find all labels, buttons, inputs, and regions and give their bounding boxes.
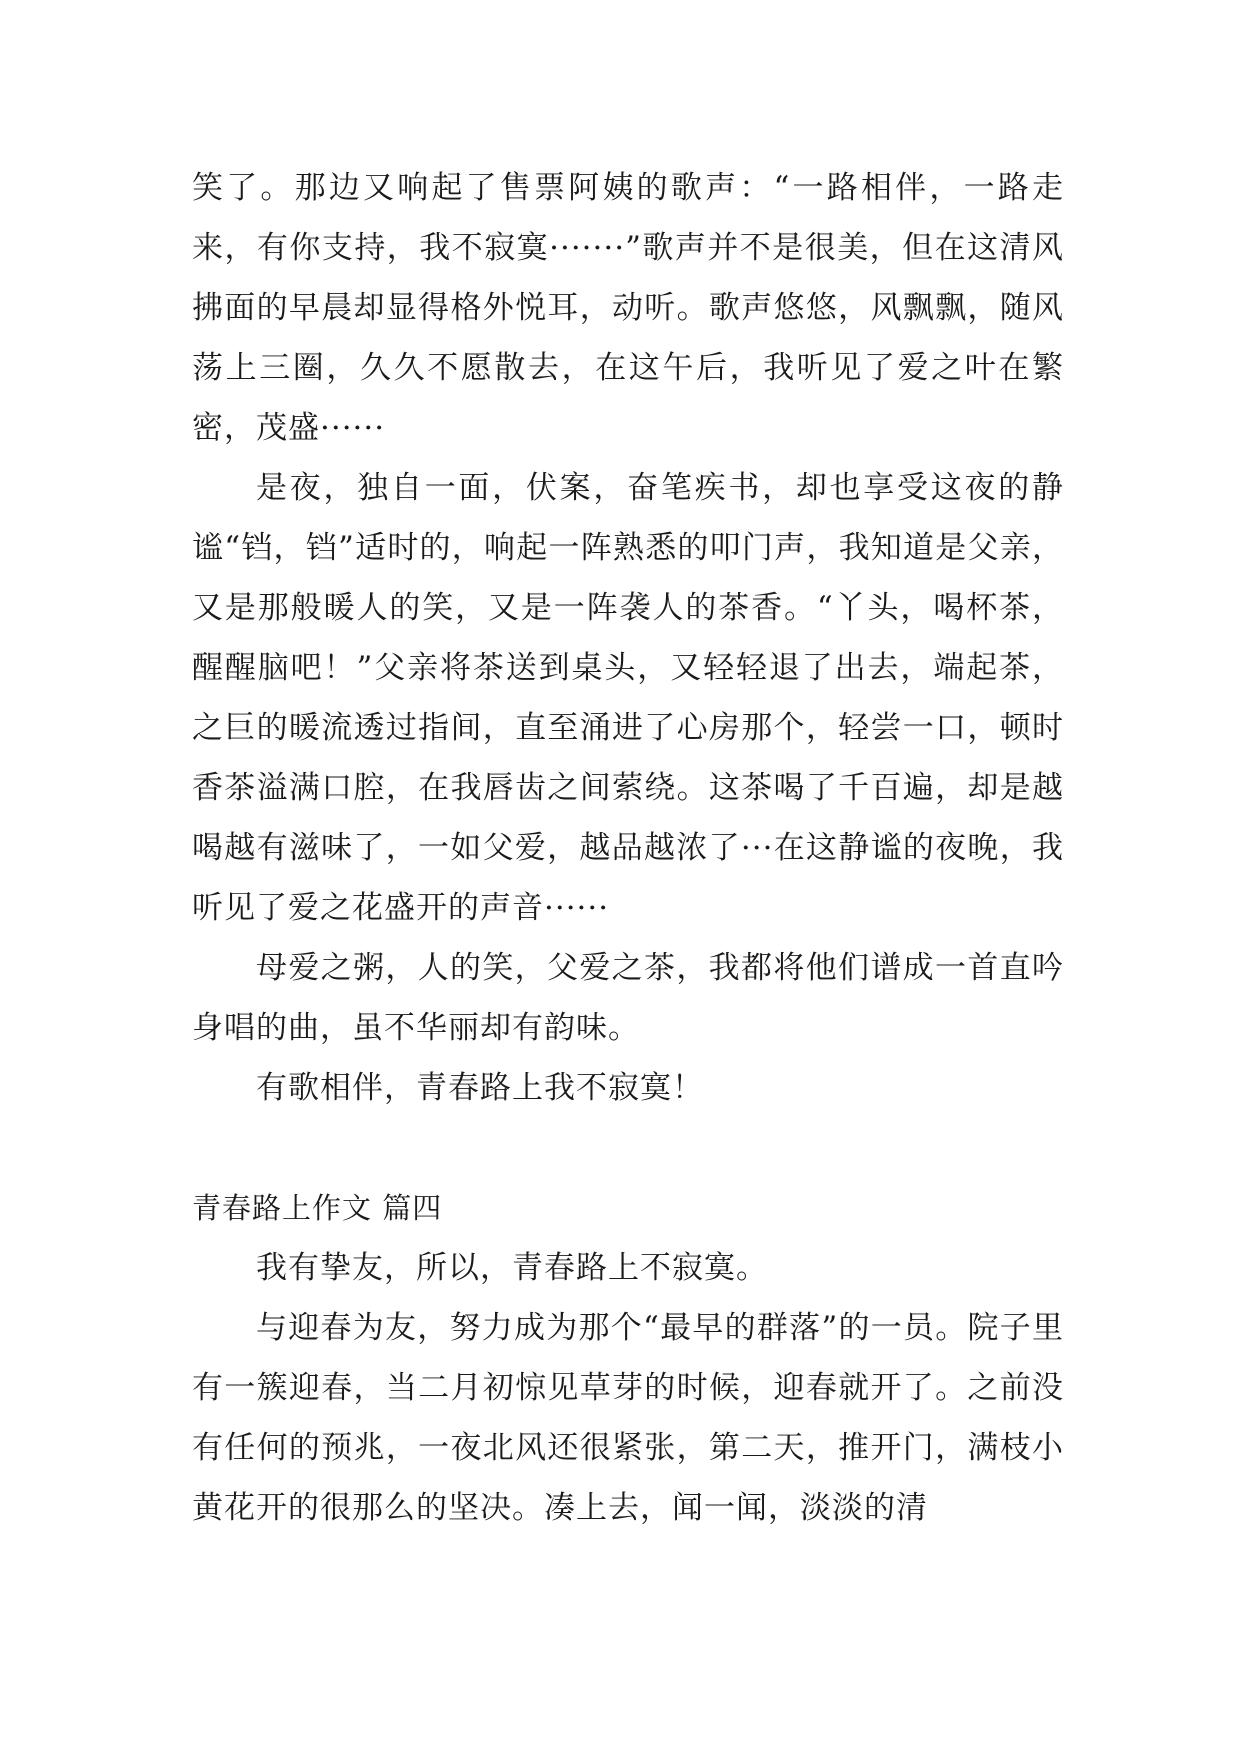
paragraph-yingchun: 与迎春为友，努力成为那个“最早的群落”的一员。院子里有一簇迎春，当二月初惊见草芽的时候，迎春就开了。之前没有任何的预兆，一夜北风还很紧张，第二天，推开门，满枝小黄花开的很那么的坚决。凑上去，闻一闻，淡淡的清	[192, 1310, 1064, 1526]
paragraph-intro: 我有挚友，所以，青春路上不寂寞。	[256, 1250, 768, 1286]
paragraph-father-tea: 是夜，独自一面，伏案，奋笔疾书，却也享受这夜的静谧“铛，铛”适时的，响起一阵熟悉的叩门声，我知道是父亲，又是那般暖人的笑，又是一阵袭人的茶香。“丫头，喝杯茶，醒醒脑吧！”父亲将茶送到桌头，又轻轻退了出去，端起茶，之巨的暖流透过指间，直至涌进了心房那个，轻尝一口，顿时香茶溢满口腔，在我唇齿之间萦绕。这茶喝了千百遍，却是越喝越有滋味了，一如父爱，越品越浓了···在这静谧的夜晚，我听见了爱之花盛开的声音······	[192, 470, 1064, 926]
paragraph-summary: 母爱之粥，人的笑，父爱之茶，我都将他们谱成一首直吟身唱的曲，虽不华丽却有韵味。	[192, 950, 1064, 1046]
paragraph-continued: 笑了。那边又响起了售票阿姨的歌声：“一路相伴，一路走来，有你支持，我不寂寞·······”歌声并不是很美，但在这清风拂面的早晨却显得格外悦耳，动听。歌声悠悠，风飘飘，随风荡上三圈，久久不愿散去，在这午后，我听见了爱之叶在繁密，茂盛······	[192, 170, 1064, 446]
paragraph-conclusion: 有歌相伴，青春路上我不寂寞！	[256, 1070, 704, 1106]
section-title: 青春路上作文 篇四	[192, 1191, 443, 1225]
document-page	[192, 158, 1064, 1538]
